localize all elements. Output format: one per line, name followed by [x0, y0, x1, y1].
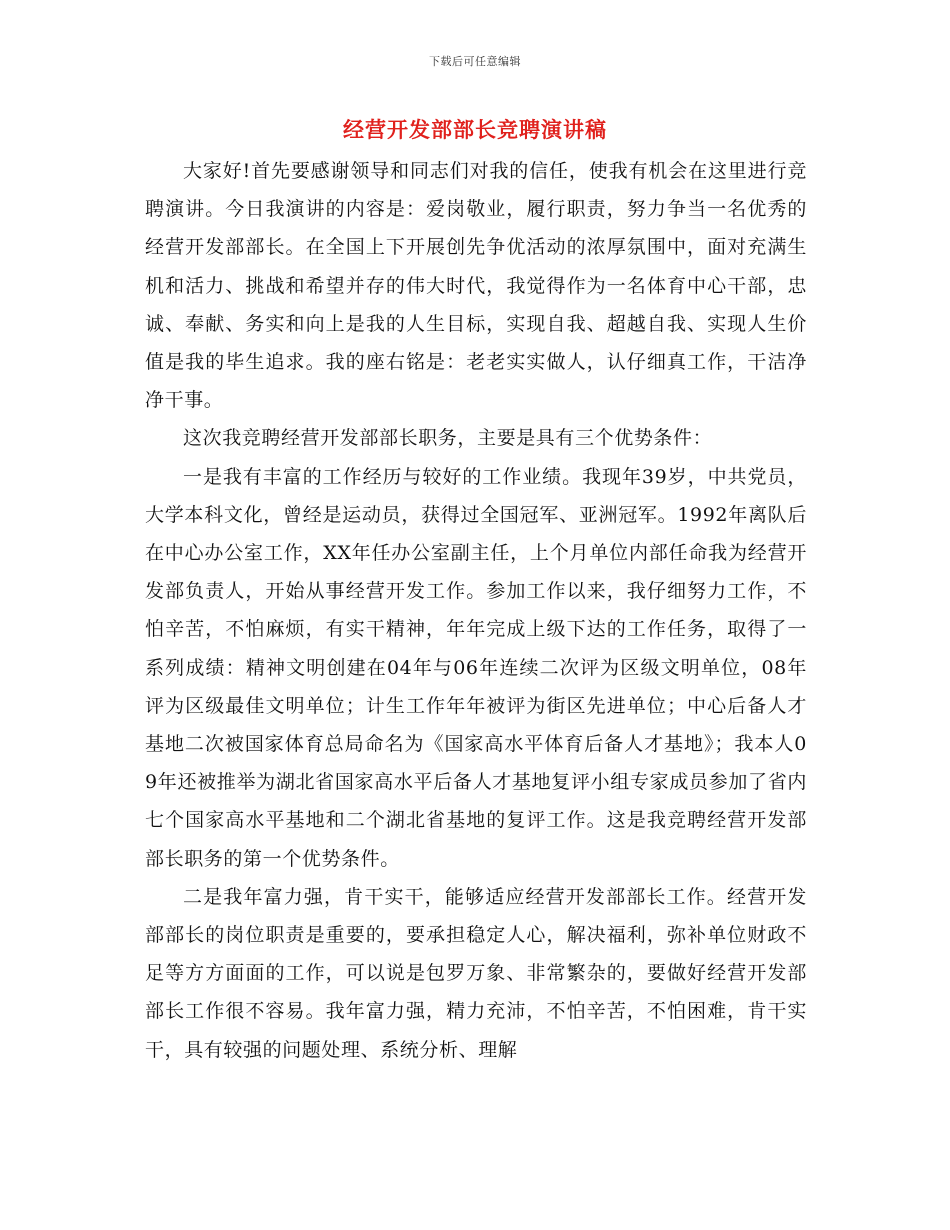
paragraph-advantages-intro: 这次我竞聘经营开发部部长职务，主要是具有三个优势条件： [183, 427, 713, 450]
paragraph-advantage-one: 一是我有丰富的工作经历与较好的工作业绩。我现年39岁，中共党员，大学本科文化，曾经是运动员，获得过全国冠军、亚洲冠军。1992年离队后在中心办公室工作，XX年任办公室副主任，上个月单位内部任命我为经营开发部负责人，开始从事经营开发工作。参加工作以来，我仔细努力工作，不怕辛苦，不怕麻烦，有实干精神，年年完成上级下达的工作任务，取得了一系列成绩：精神文明创建在04年与06年连续二次评为区级文明单位，08年评为区级最佳文明单位；计生工作年年被评为街区先进单位；中心后备人才基地二次被国家体育总局命名为《国家高水平体育后备人才基地》；我本人09年还被推举为湖北省国家高水平后备人才基地复评小组专家成员参加了省内七个国家高水平基地和二个湖北省基地的复评工作。这是我竞聘经营开发部部长职务的第一个优势条件。 [145, 465, 807, 870]
page-header-note: 下载后可任意编辑 [429, 55, 521, 68]
paragraph-advantage-two: 二是我年富力强，肯干实干，能够适应经营开发部部长工作。经营开发部部长的岗位职责是重要的，要承担稳定人心，解决福利，弥补单位财政不足等方方面面的工作，可以说是包罗万象、非常繁杂的，要做好经营开发部部长工作很不容易。我年富力强，精力充沛，不怕辛苦，不怕困难，肯干实干，具有较强的问题处理、系统分析、理解 [145, 885, 807, 1061]
document-title: 经营开发部部长竞聘演讲稿 [343, 117, 607, 142]
document-body [145, 152, 807, 1069]
paragraph-intro: 大家好!首先要感谢领导和同志们对我的信任，使我有机会在这里进行竞聘演讲。今日我演讲的内容是：爱岗敬业，履行职责，努力争当一名优秀的经营开发部部长。在全国上下开展创先争优活动的浓厚氛围中，面对充满生机和活力、挑战和希望并存的伟大时代，我觉得作为一名体育中心干部，忠诚、奉献、务实和向上是我的人生目标，实现自我、超越自我、实现人生价值是我的毕生追求。我的座右铭是：老老实实做人，认仔细真工作，干洁净净干事。 [145, 160, 807, 412]
